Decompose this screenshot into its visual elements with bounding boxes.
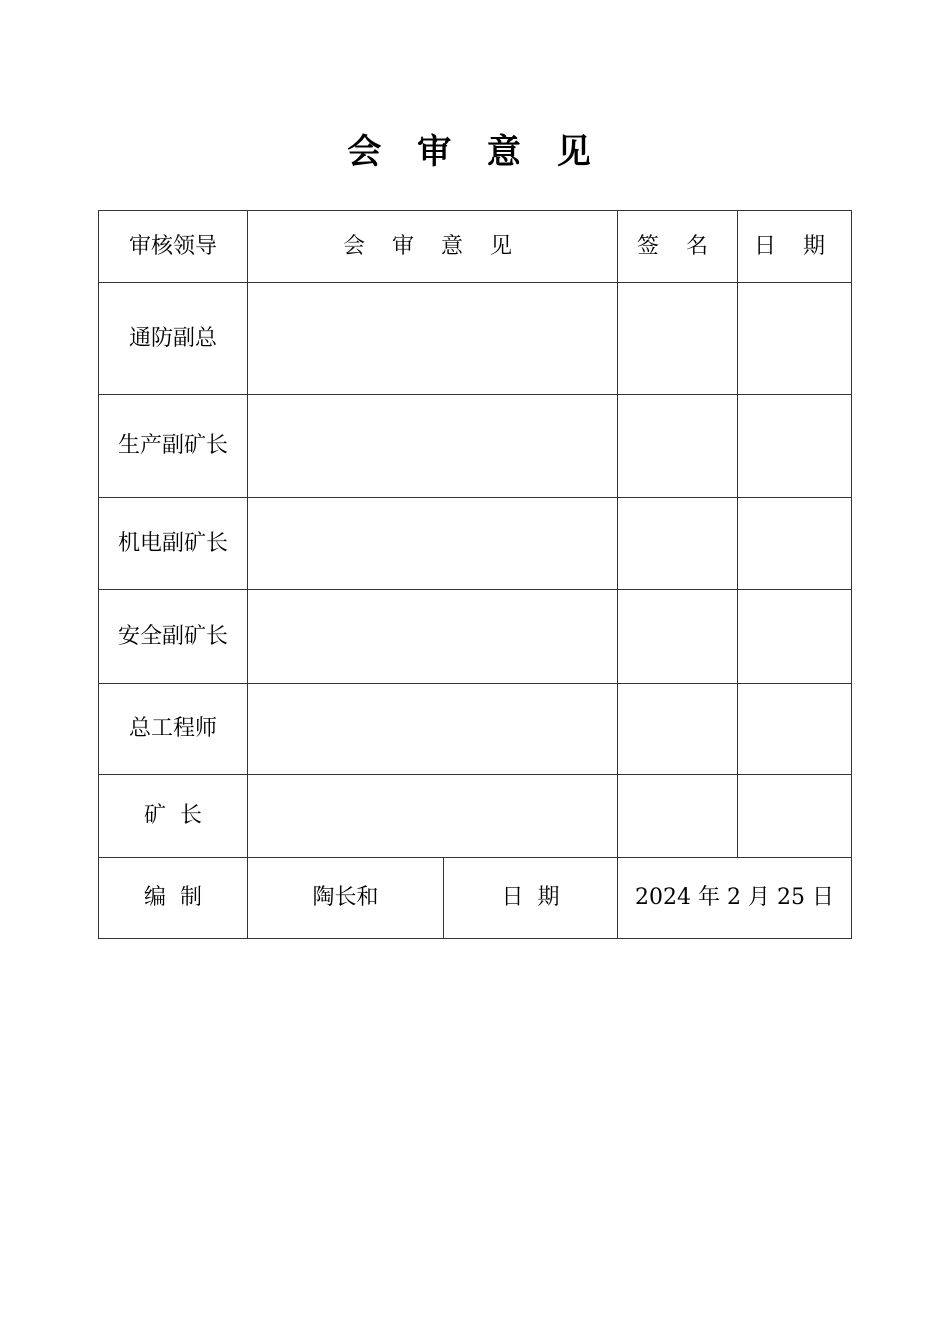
footer-date-label: 日 期 bbox=[444, 858, 618, 939]
role-cell: 机电副矿长 bbox=[99, 498, 248, 590]
date-cell[interactable] bbox=[738, 590, 852, 684]
role-cell: 通防副总 bbox=[99, 283, 248, 395]
footer-row bbox=[99, 858, 852, 939]
opinion-cell[interactable] bbox=[248, 684, 618, 775]
signature-cell[interactable] bbox=[618, 283, 738, 395]
role-cell: 矿 长 bbox=[99, 775, 248, 858]
table-row bbox=[99, 590, 852, 684]
role-cell: 安全副矿长 bbox=[99, 590, 248, 684]
opinion-cell[interactable] bbox=[248, 498, 618, 590]
signature-cell[interactable] bbox=[618, 684, 738, 775]
date-cell[interactable] bbox=[738, 775, 852, 858]
signature-cell[interactable] bbox=[618, 395, 738, 498]
signature-cell[interactable] bbox=[618, 775, 738, 858]
role-cell: 生产副矿长 bbox=[99, 395, 248, 498]
header-reviewer: 审核领导 bbox=[99, 211, 248, 283]
header-signature: 签 名 bbox=[618, 211, 738, 283]
date-cell[interactable] bbox=[738, 283, 852, 395]
table-row bbox=[99, 775, 852, 858]
header-date: 日 期 bbox=[738, 211, 852, 283]
table-row bbox=[99, 283, 852, 395]
opinion-cell[interactable] bbox=[248, 590, 618, 684]
review-table bbox=[98, 210, 852, 939]
header-opinion: 会 审 意 见 bbox=[248, 211, 618, 283]
signature-cell[interactable] bbox=[618, 498, 738, 590]
table-row bbox=[99, 498, 852, 590]
header-row bbox=[99, 211, 852, 283]
opinion-cell[interactable] bbox=[248, 283, 618, 395]
date-cell[interactable] bbox=[738, 498, 852, 590]
opinion-cell[interactable] bbox=[248, 775, 618, 858]
page-title: 会 审 意 见 bbox=[347, 132, 603, 172]
date-cell[interactable] bbox=[738, 684, 852, 775]
compiler-label: 编 制 bbox=[99, 858, 248, 939]
signature-cell[interactable] bbox=[618, 590, 738, 684]
date-cell[interactable] bbox=[738, 395, 852, 498]
role-cell: 总工程师 bbox=[99, 684, 248, 775]
compiler-name: 陶长和 bbox=[248, 858, 444, 939]
footer-date-value: 2024 年 2 月 25 日 bbox=[618, 858, 852, 939]
table-row bbox=[99, 395, 852, 498]
table-row bbox=[99, 684, 852, 775]
opinion-cell[interactable] bbox=[248, 395, 618, 498]
